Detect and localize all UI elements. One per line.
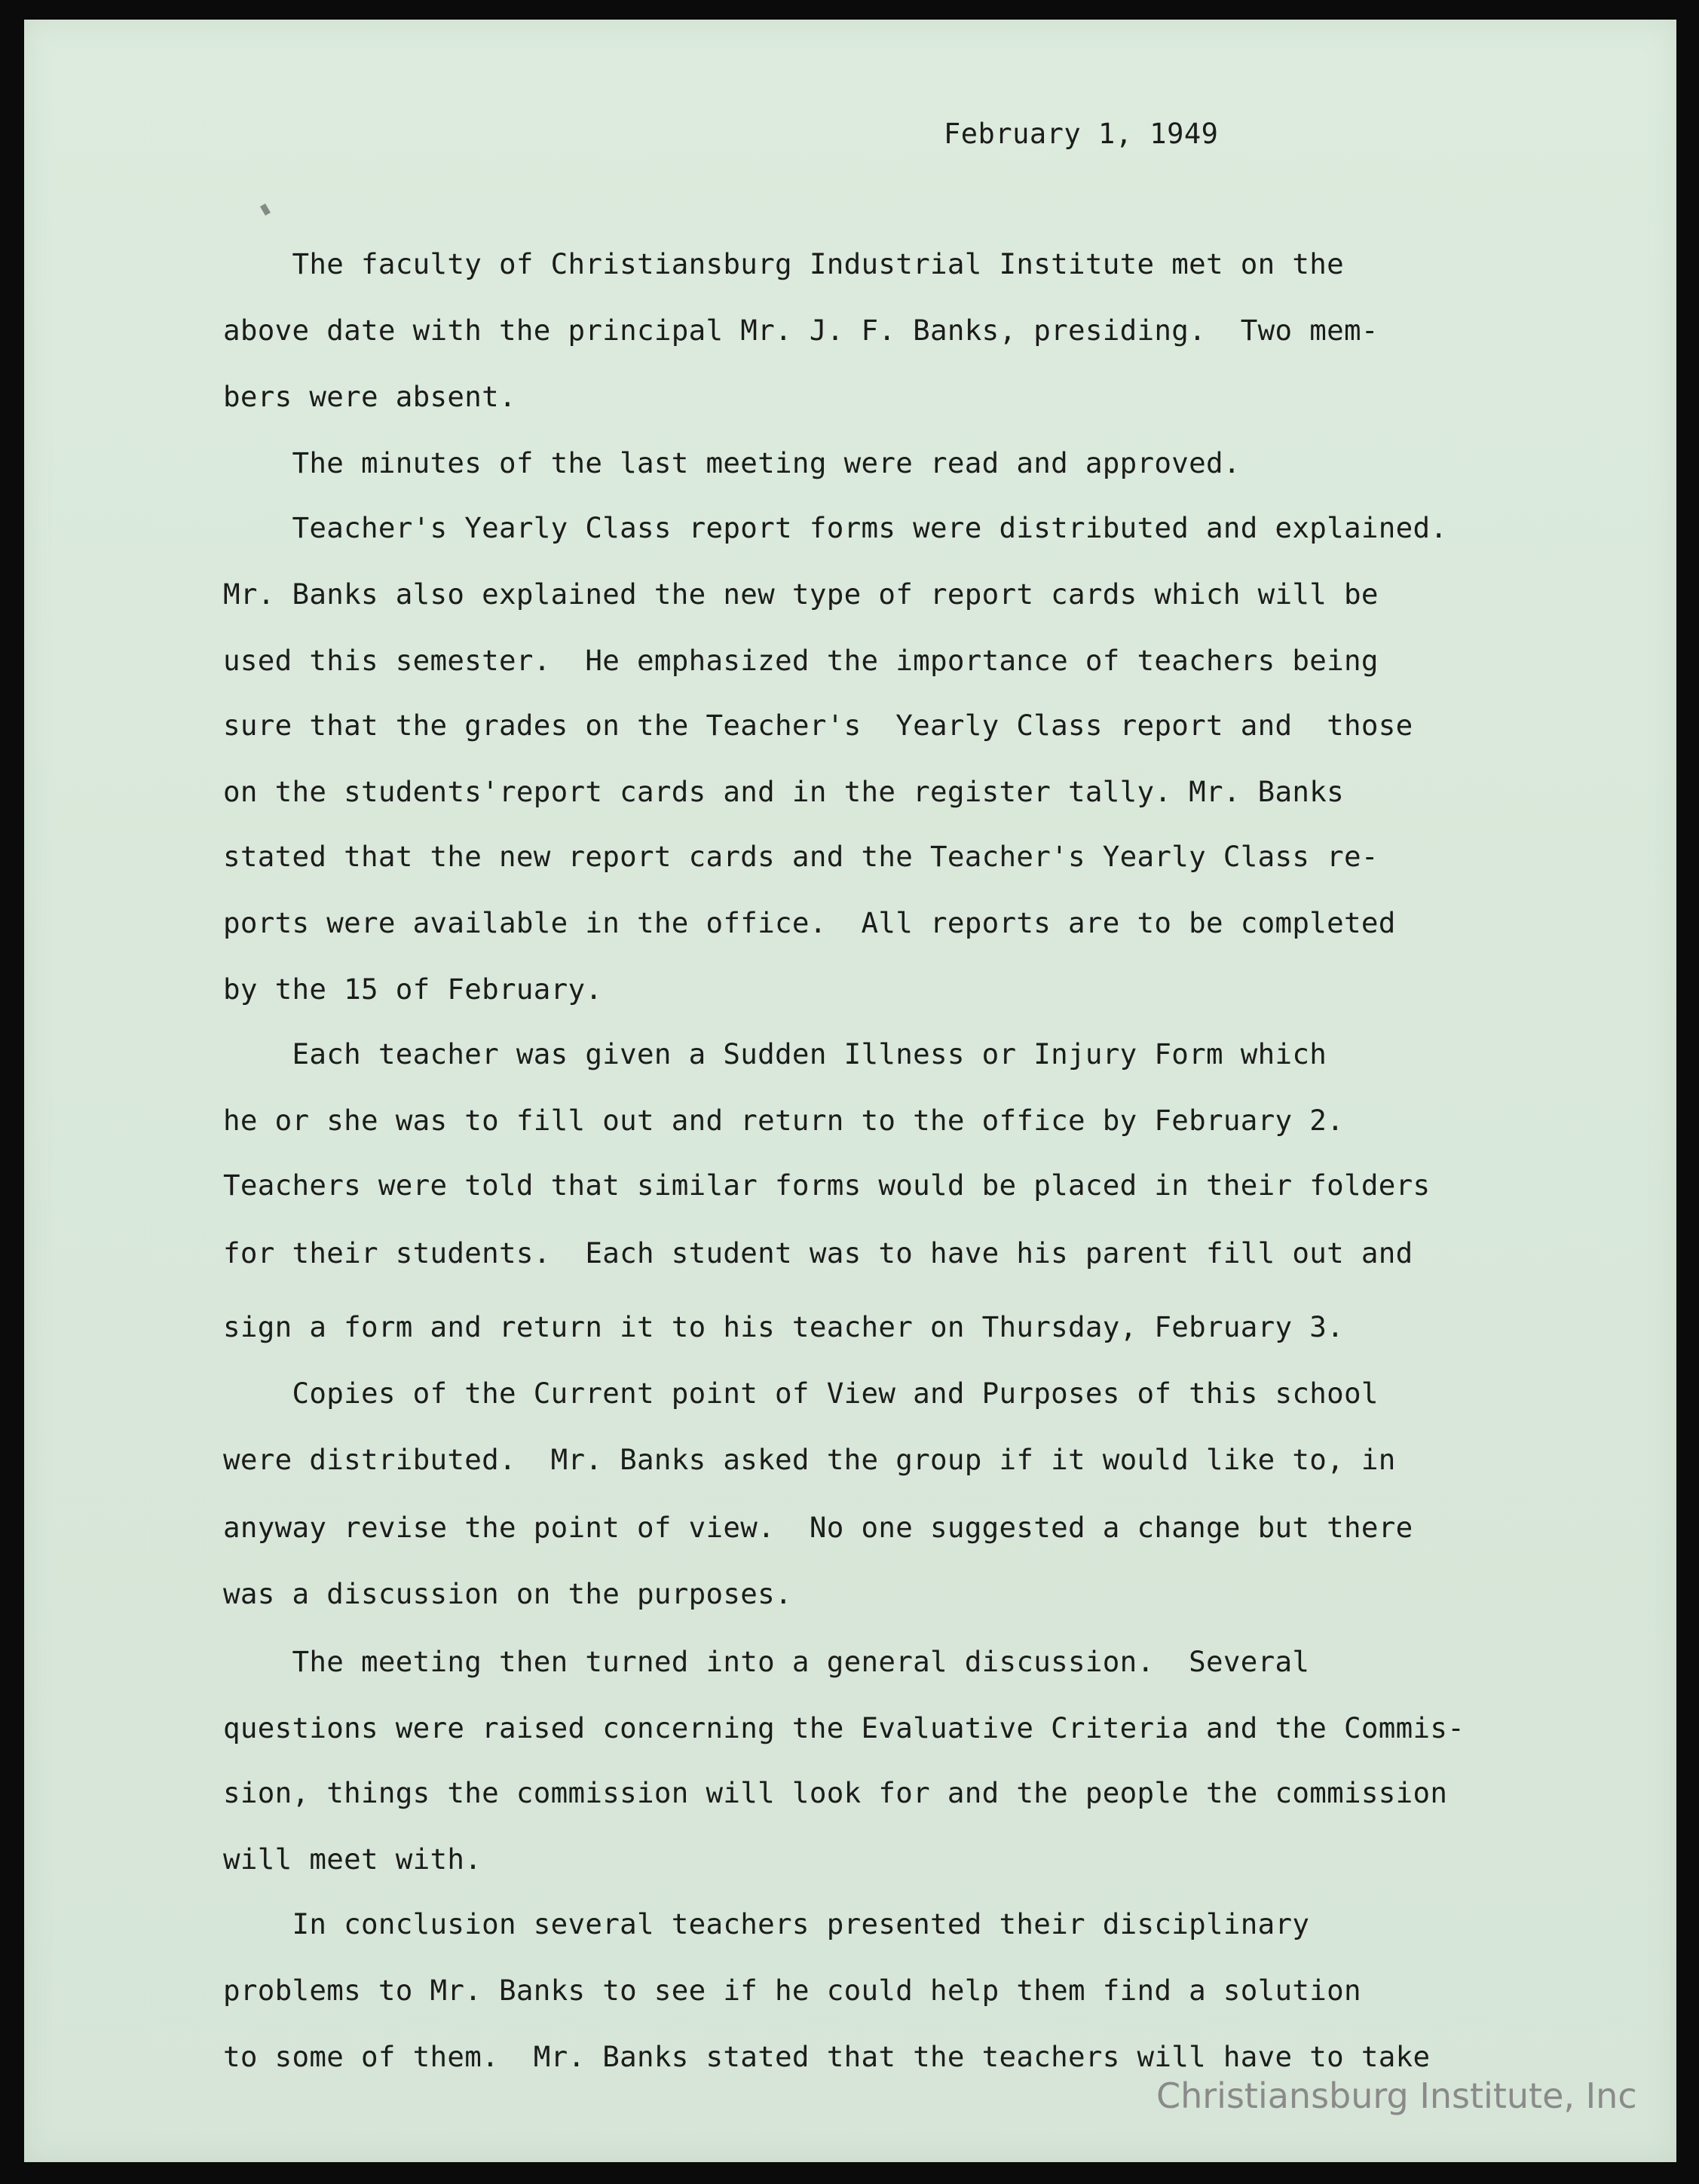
text-line: by the 15 of February. — [223, 973, 603, 1006]
text-line: Mr. Banks also explained the new type of report cards which will be — [223, 577, 1379, 611]
text-line: was a discussion on the purposes. — [223, 1577, 792, 1610]
text-line: sion, things the commission will look for and the people the commission — [223, 1776, 1448, 1809]
text-line: bers were absent. — [223, 380, 516, 413]
ink-mark — [260, 204, 271, 216]
text-line: sign a form and return it to his teacher on Thursday, February 3. — [223, 1310, 1344, 1343]
text-line: stated that the new report cards and the Teacher's Yearly Class re- — [223, 840, 1379, 873]
watermark: Christiansburg Institute, Inc — [1156, 2075, 1637, 2116]
text-line: used this semester. He emphasized the importance of teachers being — [223, 644, 1379, 677]
document-page — [24, 20, 1676, 2162]
text-line: Teachers were told that similar forms would be placed in their folders — [223, 1169, 1431, 1202]
text-line: The minutes of the last meeting were read and approved. — [223, 446, 1241, 479]
text-line: Teacher's Yearly Class report forms were distributed and explained. — [223, 511, 1448, 544]
text-line: to some of them. Mr. Banks stated that the teachers will have to take — [223, 2040, 1431, 2073]
text-line: on the students'report cards and in the register tally. Mr. Banks — [223, 775, 1344, 808]
document-date: February 1, 1949 — [944, 118, 1219, 150]
text-line: above date with the principal Mr. J. F. Banks, presiding. Two mem- — [223, 314, 1379, 347]
text-line: Copies of the Current point of View and Purposes of this school — [223, 1377, 1379, 1410]
text-line: he or she was to fill out and return to the office by February 2. — [223, 1104, 1344, 1137]
text-line: ports were available in the office. All reports are to be completed — [223, 906, 1396, 939]
text-line: problems to Mr. Banks to see if he could help them find a solution — [223, 1974, 1361, 2007]
text-line: anyway revise the point of view. No one suggested a change but there — [223, 1511, 1413, 1544]
text-line: Each teacher was given a Sudden Illness or Injury Form which — [223, 1037, 1327, 1071]
text-line: In conclusion several teachers presented their disciplinary — [223, 1907, 1310, 1940]
text-line: questions were raised concerning the Evaluative Criteria and the Commis- — [223, 1711, 1465, 1744]
text-line: will meet with. — [223, 1842, 482, 1876]
text-line: The faculty of Christiansburg Industrial Institute met on the — [223, 247, 1344, 280]
text-line: The meeting then turned into a general discussion. Several — [223, 1645, 1310, 1678]
text-line: sure that the grades on the Teacher's Yearly Class report and those — [223, 709, 1413, 742]
text-line: for their students. Each student was to have his parent fill out and — [223, 1236, 1413, 1270]
text-line: were distributed. Mr. Banks asked the group if it would like to, in — [223, 1443, 1396, 1476]
